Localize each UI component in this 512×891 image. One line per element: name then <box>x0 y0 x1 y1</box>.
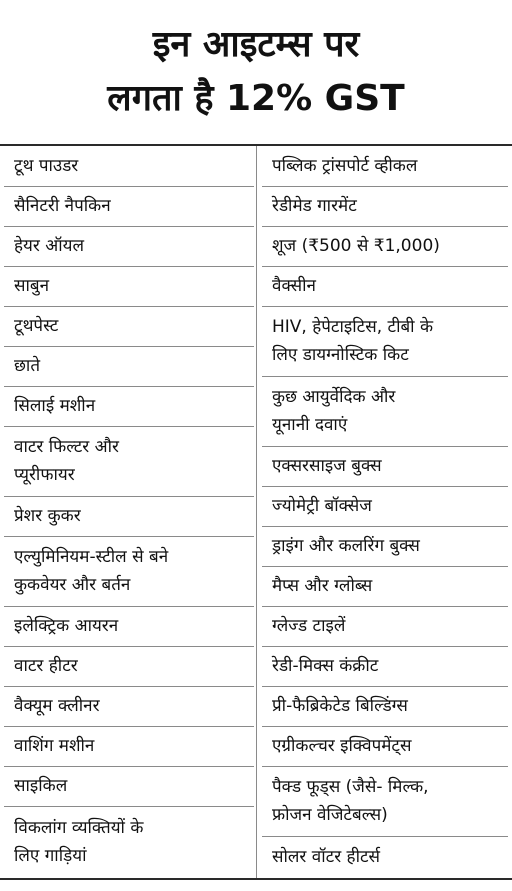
left-item-line: टूथ पाउडर <box>14 156 79 176</box>
right-item-line: पब्लिक ट्रांसपोर्ट व्हीकल <box>272 156 418 176</box>
right-item <box>262 773 508 829</box>
row-divider <box>262 226 508 227</box>
left-item-line: वाशिंग मशीन <box>14 736 95 756</box>
row-divider <box>4 536 254 537</box>
row-divider <box>262 266 508 267</box>
right-item <box>262 652 508 680</box>
left-item <box>4 543 254 599</box>
right-item <box>262 152 508 180</box>
right-item <box>262 732 508 760</box>
right-item-line: शूज (₹500 से ₹1,000) <box>272 236 440 256</box>
right-item <box>262 313 508 369</box>
row-divider <box>4 426 254 427</box>
left-item-line: सिलाई मशीन <box>14 396 96 416</box>
right-item <box>262 192 508 220</box>
row-divider <box>262 306 508 307</box>
left-item-line: लिए गाड़ियां <box>14 846 87 866</box>
right-item <box>262 532 508 560</box>
row-divider <box>4 766 254 767</box>
row-divider <box>4 686 254 687</box>
right-item-line: HIV, हेपेटाइटिस, टीबी के <box>272 317 434 337</box>
left-item-line: प्यूरीफायर <box>14 465 75 485</box>
right-item-line: ड्राइंग और कलरिंग बुक्स <box>272 536 420 556</box>
left-item-line: प्रेशर कुकर <box>14 506 81 526</box>
left-item <box>4 352 254 380</box>
row-divider <box>262 526 508 527</box>
left-item-line: टूथपेस्ट <box>14 316 59 336</box>
row-divider <box>262 766 508 767</box>
left-item-line: एल्युमिनियम-स्टील से बने <box>14 547 169 567</box>
left-item-line: वाटर हीटर <box>14 656 78 676</box>
left-item-line: छाते <box>14 356 41 376</box>
row-divider <box>262 606 508 607</box>
right-item-line: रेडी-मिक्स कंक्रीट <box>272 656 379 676</box>
right-item-line: मैप्स और ग्लोब्स <box>272 576 373 596</box>
table-bottom-border <box>0 878 512 880</box>
row-divider <box>262 446 508 447</box>
right-item-line: ज्योमेट्री बॉक्सेज <box>272 496 372 516</box>
left-item <box>4 692 254 720</box>
left-item <box>4 772 254 800</box>
right-item-line: एक्सरसाइज बुक्स <box>272 456 382 476</box>
left-item <box>4 433 254 489</box>
right-item-line: एग्रीकल्चर इक्विपमेंट्स <box>272 736 412 756</box>
left-item-line: साइकिल <box>14 776 68 796</box>
left-item <box>4 392 254 420</box>
left-item-line: वाटर फिल्टर और <box>14 437 119 457</box>
row-divider <box>4 186 254 187</box>
right-item-line: कुछ आयुर्वेदिक और <box>272 387 396 407</box>
row-divider <box>4 306 254 307</box>
row-divider <box>4 726 254 727</box>
row-divider <box>4 346 254 347</box>
right-item-line: प्री-फैब्रिकेटेड बिल्डिंग्स <box>272 696 408 716</box>
row-divider <box>4 386 254 387</box>
right-item-line: सोलर वॉटर हीटर्स <box>272 847 381 867</box>
right-item <box>262 452 508 480</box>
left-item <box>4 652 254 680</box>
left-item <box>4 192 254 220</box>
left-item <box>4 272 254 300</box>
left-item <box>4 232 254 260</box>
row-divider <box>262 726 508 727</box>
left-item <box>4 732 254 760</box>
right-item-line: वैक्सीन <box>272 276 316 296</box>
title-line-1: इन आइटम्स पर <box>152 24 360 65</box>
left-item-line: सैनिटरी नैपकिन <box>14 196 111 216</box>
right-item-line: पैक्ड फूड्स (जैसे- मिल्क, <box>272 777 429 797</box>
row-divider <box>4 646 254 647</box>
row-divider <box>262 686 508 687</box>
left-item-line: कुकवेयर और बर्तन <box>14 575 131 595</box>
row-divider <box>4 266 254 267</box>
right-item <box>262 272 508 300</box>
left-item-line: इलेक्ट्रिक आयरन <box>14 616 119 636</box>
right-item-line: रेडीमेड गारमेंट <box>272 196 357 216</box>
left-item <box>4 312 254 340</box>
left-item-line: विकलांग व्यक्तियों के <box>14 818 144 838</box>
right-item <box>262 692 508 720</box>
left-item <box>4 152 254 180</box>
title-line-2: लगता है 12% GST <box>107 78 405 119</box>
left-item <box>4 814 254 870</box>
right-item <box>262 612 508 640</box>
page-title <box>0 18 512 126</box>
left-item-line: वैक्यूम क्लीनर <box>14 696 100 716</box>
row-divider <box>4 226 254 227</box>
left-item <box>4 612 254 640</box>
right-item <box>262 572 508 600</box>
column-divider <box>256 146 257 880</box>
row-divider <box>4 496 254 497</box>
row-divider <box>262 566 508 567</box>
right-item-line: फ्रोजन वेजिटेबल्स) <box>272 805 388 825</box>
right-item <box>262 383 508 439</box>
right-item <box>262 232 508 260</box>
left-item <box>4 502 254 530</box>
right-item <box>262 492 508 520</box>
left-item-line: साबुन <box>14 276 50 296</box>
right-item <box>262 843 508 871</box>
right-item-line: यूनानी दवाएं <box>272 415 348 435</box>
left-item-line: हेयर ऑयल <box>14 236 85 256</box>
row-divider <box>262 486 508 487</box>
right-item-line: ग्लेज्ड टाइलें <box>272 616 346 636</box>
row-divider <box>4 606 254 607</box>
row-divider <box>262 186 508 187</box>
right-item-line: लिए डायग्नोस्टिक किट <box>272 345 409 365</box>
row-divider <box>262 836 508 837</box>
row-divider <box>262 376 508 377</box>
row-divider <box>4 806 254 807</box>
row-divider <box>262 646 508 647</box>
